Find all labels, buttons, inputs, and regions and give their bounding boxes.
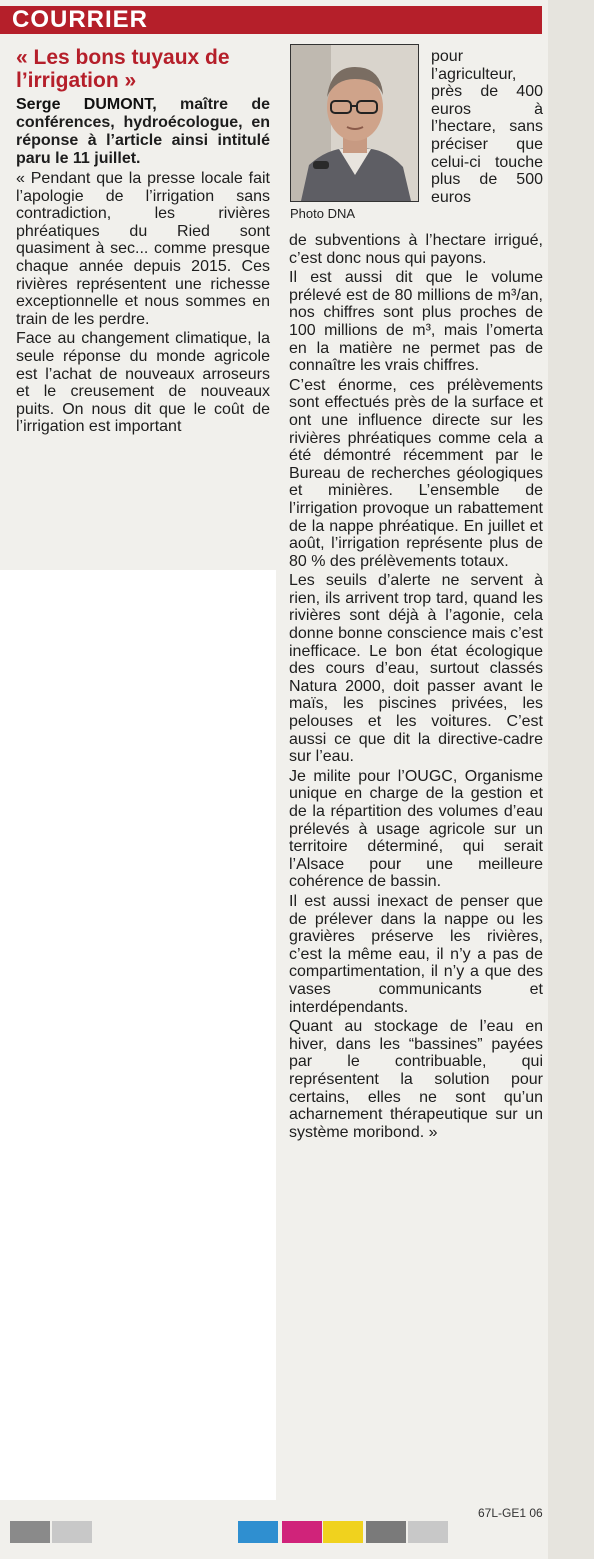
body-paragraph: de subventions à l’hectare irrigué, c’est donc nous qui payons. <box>289 232 543 267</box>
color-swatch <box>52 1521 92 1543</box>
article-headline: « Les bons tuyaux de l’irrigation » <box>16 46 230 92</box>
byline-description: maître de conférences, hydroécologue, en réponse à l’article ainsi intitulé paru le 11 juillet. <box>16 96 271 167</box>
body-paragraph: Les seuils d’alerte ne servent à rien, ils arrivent trop tard, quand les rivières sont déjà à l’agonie, cela donne bonne conscience mais c’est inefficace. Le bon état écologique des cours d’eau, surtout classés Natura 2000, doit passer avant le maïs, les piscines privées, les pelouses et les voitures. C’est aussi ce que dit la directive-cadre sur l’eau. <box>289 572 543 766</box>
color-swatch <box>323 1521 363 1543</box>
body-paragraph: Face au changement climatique, la seule réponse du monde agricole est l’achat de nouveaux arroseurs et le creusement de nouveaux puits. On nous dit que le coût de l’irrigation est important <box>16 330 270 436</box>
byline-author: Serge DUMONT, <box>16 96 157 113</box>
photo-credit: Photo DNA <box>290 206 356 221</box>
body-paragraph: Il est aussi inexact de penser que de prélever dans la nappe ou les gravières préserve les rivières, c’est la même eau, il n’y a pas de compartimentation, il n’y a que des vases communicants et interdépendants. <box>289 892 543 1016</box>
page-code: 67L-GE1 06 <box>478 1506 543 1520</box>
blank-area <box>0 570 276 1500</box>
body-paragraph: Il est aussi dit que le volume prélevé est de 80 millions de m³/an, nos chiffres sont plus proches de 100 millions de m³, mais l’omerta en la matière ne permet pas de connaître les vrais chiffres. <box>289 269 543 375</box>
color-swatch <box>408 1521 448 1543</box>
left-column <box>16 46 270 438</box>
text-beside-photo <box>431 48 543 206</box>
section-label: COURRIER <box>12 6 149 33</box>
section-header-bar <box>0 6 542 34</box>
color-swatch <box>238 1521 278 1543</box>
body-paragraph: C’est énorme, ces prélèvements sont effectués près de la surface et ont une influence directe sur les rivières phréatiques comme cela a été démontré récemment par le Bureau de recherches géologiques et minières. L’ensemble de l’irrigation provoque un rabattement de la nappe phréatique. En juillet et août, l’irrigation représente plus de 80 % des prélèvements totaux. <box>289 376 543 570</box>
body-paragraph: pour l’agriculteur, près de 400 euros à l’hectare, sans préciser que celui-ci touche plus de 500 euros <box>431 48 543 206</box>
body-paragraph: « Pendant que la presse locale fait l’apologie de l’irrigation sans contradiction, les rivières phréatiques du Ried sont quasiment à sec... comme presque chaque année depuis 2015. Ces rivières représentent une richesse exceptionnelle et nous sommes en train de les perdre. <box>16 170 270 328</box>
color-swatch <box>366 1521 406 1543</box>
body-paragraph: Quant au stockage de l’eau en hiver, dans les “bassines” payées par le contribuable, qui représentent la solution pour certains, elles ne sont qu’un acharnement thérapeutique sur un système moribond. » <box>289 1018 543 1141</box>
portrait-image <box>291 45 418 201</box>
page-margin <box>548 0 594 1559</box>
color-swatch <box>282 1521 322 1543</box>
author-photo <box>290 44 419 202</box>
article-byline <box>16 96 270 168</box>
right-column <box>289 232 543 1143</box>
color-swatch <box>10 1521 50 1543</box>
body-paragraph: Je milite pour l’OUGC, Organisme unique en charge de la gestion et de la répartition des volumes d’eau prélevés à usage agricole sur un territoire déterminé, qui serait l’Alsace pour une meilleure cohérence de bassin. <box>289 767 543 891</box>
